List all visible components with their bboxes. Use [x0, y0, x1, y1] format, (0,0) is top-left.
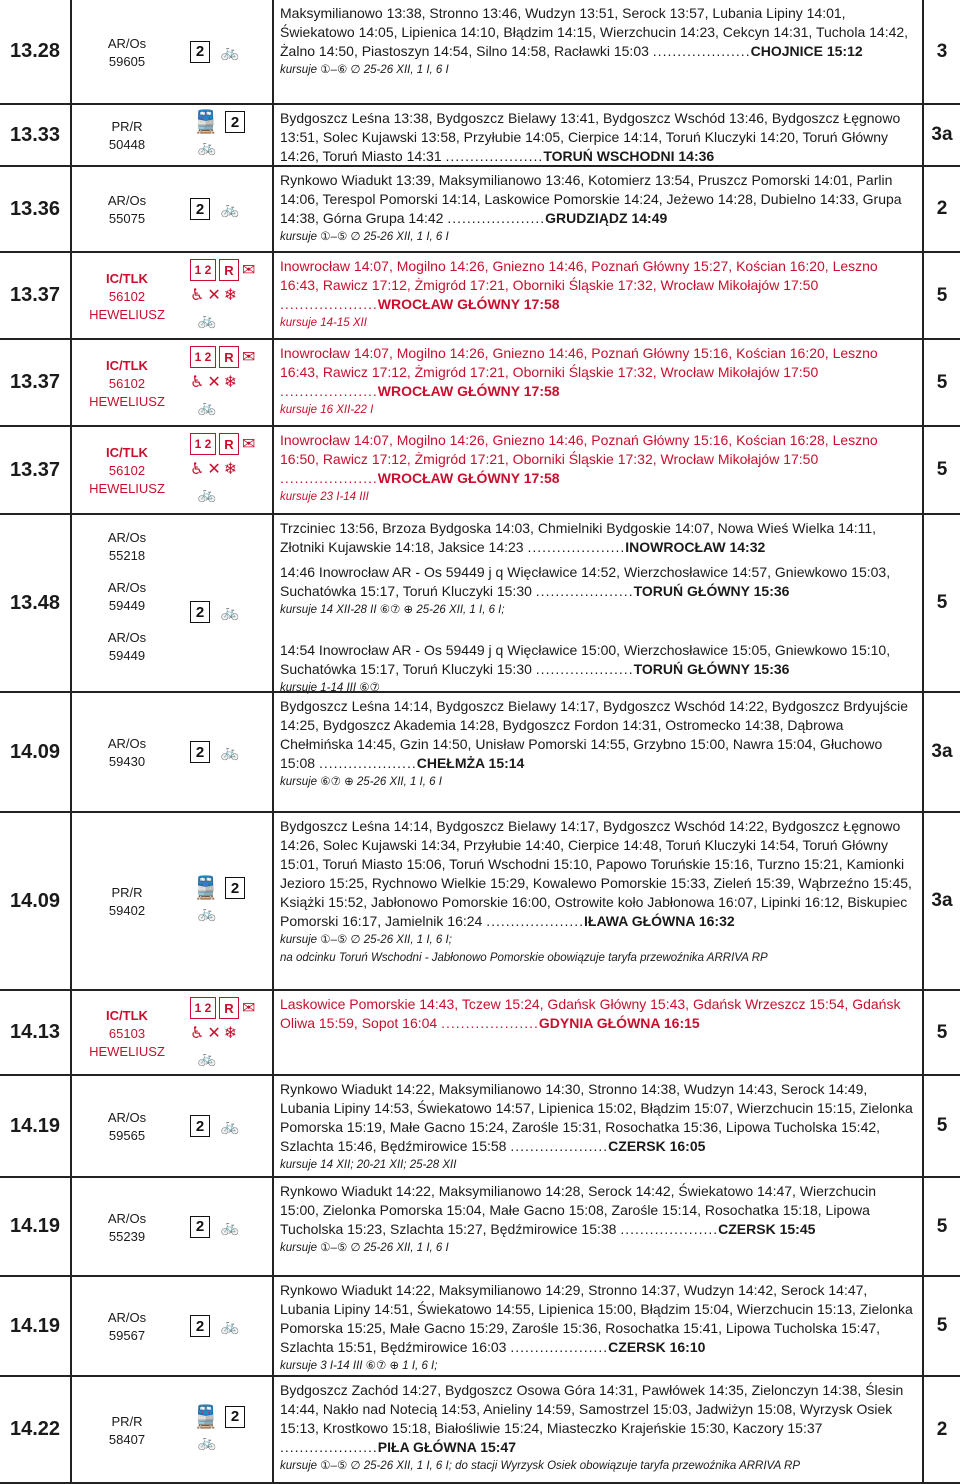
- service-icons: [190, 877, 270, 924]
- train-category: AR/Os: [107, 1110, 147, 1125]
- destination: TORUŃ GŁÓWNY 15:36: [633, 583, 790, 599]
- train-info: [72, 427, 182, 513]
- accessible-icon: ♿: [190, 374, 205, 391]
- bicycle-icon: 🚲: [197, 139, 217, 156]
- service-icons-column: [182, 813, 274, 989]
- train-name: HEWELIUSZ: [89, 306, 165, 322]
- train-info: [72, 340, 182, 425]
- platform-number: 5: [936, 371, 948, 393]
- departure-time: 13.36: [0, 167, 72, 251]
- train-info: [72, 1277, 182, 1375]
- train-category: IC/TLK: [106, 445, 148, 460]
- route-column: [274, 167, 924, 251]
- service-icons-column: [182, 515, 274, 691]
- departure-time: 14.09: [0, 693, 72, 811]
- first-second-class-icon: 1 2: [190, 433, 216, 455]
- route-stops: [280, 257, 914, 332]
- departure-time: 13.48: [0, 515, 72, 691]
- departure-row: [0, 1178, 960, 1277]
- train-name: HEWELIUSZ: [89, 1043, 165, 1059]
- air-conditioning-icon: ❄: [223, 1025, 238, 1042]
- second-class-icon: 2: [190, 1216, 210, 1238]
- train-info: [72, 253, 182, 338]
- intermediate-stops: Bydgoszcz Leśna 14:14, Bydgoszcz Bielawy 14:17, Bydgoszcz Wschód 14:22, Bydgoszcz Łęgnowo 14:26, Solec Kujawski 14:34, Przyłubie 14:40, Cierpice 14:48, Toruń Kluczyki 14:54, Toruń Główny 15:01, Toruń Miasto 15:06, Toruń Wschodni 15:10, Papowo Toruńskie 15:16, Turzno 15:21, Kamionki Jezioro 15:25, Rychnowo Wielkie 15:29, Kowalewo Pomorskie 15:33, Zieleń 15:39, Wąbrzeźno 15:45, Książki 15:52, Jabłonowo Pomorskie 16:00, Ostrowite koło Jabłonowa 16:07, Lipinki 16:12, Biskupiec Pomorski 16:17, Jamielnik 16:24: [280, 818, 912, 929]
- intermediate-stops: Inowrocław 14:07, Mogilno 14:26, Gniezno 14:46, Poznań Główny 15:27, Kościan 16:20, Leszno 16:43, Rawicz 17:12, Żmigród 17:21, Oborniki Śląskie 17:32, Wrocław Mikołajów 17:50: [280, 258, 878, 293]
- route-stops: [280, 344, 914, 419]
- dot-leader: ....................: [318, 755, 417, 771]
- service-icons: [190, 1216, 270, 1238]
- destination: WROCŁAW GŁÓWNY 17:58: [377, 383, 560, 399]
- first-second-class-icon: 1 2: [190, 259, 216, 281]
- train-number: 59565: [108, 1128, 146, 1143]
- train-number: 59567: [108, 1328, 146, 1343]
- dot-leader: ....................: [447, 210, 546, 226]
- destination: CZERSK 16:10: [608, 1339, 706, 1355]
- train-category: PR/R: [111, 885, 143, 900]
- reservation-icon: R: [219, 433, 239, 455]
- route-stops: [280, 171, 914, 246]
- departure-row: [0, 813, 960, 991]
- train-name: HEWELIUSZ: [89, 481, 165, 496]
- platform-number: 5: [936, 1021, 948, 1043]
- departure-time: 13.37: [0, 253, 72, 338]
- departure-time: 14.19: [0, 1076, 72, 1176]
- route-column: [274, 991, 924, 1074]
- route-column: [274, 1178, 924, 1275]
- train-designation: [72, 444, 182, 498]
- accessible-icon: ♿: [190, 1025, 205, 1042]
- train-info: [72, 813, 182, 989]
- train-info: [72, 515, 182, 691]
- train-info: [72, 991, 182, 1074]
- train-category: AR/Os: [107, 193, 147, 208]
- dot-leader: ....................: [280, 470, 378, 486]
- service-icons-column: [182, 693, 274, 811]
- train-number: 58407: [108, 1431, 146, 1447]
- second-class-icon: 2: [190, 601, 210, 623]
- service-icons-column: [182, 0, 274, 103]
- platform-number: 2: [936, 1418, 948, 1440]
- restaurant-icon: ✕: [207, 1025, 221, 1042]
- train-number: 65103: [108, 1025, 146, 1041]
- service-icons: [190, 111, 270, 158]
- tariff-note: na odcinku Toruń Wschodni - Jabłonowo Pomorskie obowiązuje taryfa przewoźnika ARRIVA RP: [280, 952, 768, 964]
- destination: WROCŁAW GŁÓWNY 17:58: [377, 470, 560, 486]
- dot-leader: ....................: [441, 1015, 539, 1031]
- departure-row: [0, 105, 960, 167]
- train-category: PR/R: [111, 1413, 143, 1429]
- destination: CHOJNICE 15:12: [750, 43, 863, 59]
- train-category: AR/Os: [107, 35, 147, 51]
- railbus-icon: 🚆: [192, 109, 220, 134]
- route-column: [274, 813, 924, 989]
- intermediate-stops: Inowrocław 14:07, Mogilno 14:26, Gniezno 14:46, Poznań Główny 15:16, Kościan 16:20, Leszno 16:43, Rawicz 17:12, Żmigród 17:21, Oborniki Śląskie 17:32, Wrocław Mikołajów 17:50: [280, 345, 878, 380]
- departure-time: 13.37: [0, 340, 72, 425]
- service-note: kursuje ⑥⑦ ⊕ 25-26 XII, 1 I, 6 I: [280, 776, 442, 788]
- route-stops: [280, 563, 914, 619]
- intermediate-stops: Maksymilianowo 13:38, Stronno 13:46, Wudzyn 13:51, Serock 13:57, Lubania Lipiny 14:01, Świekatowo 14:05, Lipienica 14:10, Błądzim 14:15, Wierzchucin 14:23, Cekcyn 14:31, Tuchola 14:42, Żalno 14:50, Piastoszyn 14:54, Silno 14:58, Racławki 15:03: [280, 5, 909, 59]
- dot-leader: ....................: [280, 383, 378, 399]
- train-designation: [72, 1210, 182, 1246]
- service-note: kursuje 14-15 XII: [280, 317, 367, 329]
- train-number: 50448: [108, 137, 146, 152]
- intermediate-stops: Trzciniec 13:56, Brzoza Bydgoska 14:03, Chmielniki Bydgoskie 14:07, Nowa Wieś Wielka 14:11, Złotniki Kujawskie 14:18, Jaksice 14:23: [280, 520, 877, 555]
- dot-leader: ....................: [620, 1221, 719, 1237]
- service-icons: [190, 601, 270, 623]
- route-column: [274, 693, 924, 811]
- train-info: [72, 693, 182, 811]
- departure-row: [0, 340, 960, 427]
- intermediate-stops: 14:46 Inowrocław AR - Os 59449 j q Więcławice 14:52, Wierzchosławice 14:57, Gniewkowo 15:03, Suchatówka 15:17, Toruń Kluczyki 15:30: [280, 564, 891, 599]
- train-designation: [72, 192, 182, 228]
- bicycle-icon: 🚲: [220, 604, 240, 621]
- intermediate-stops: Rynkowo Wiadukt 14:22, Maksymilianowo 14:30, Stronno 14:38, Wudzyn 14:43, Serock 14:49, Lubania Lipiny 14:53, Świekatowo 14:57, Lipienica 15:02, Błądzim 15:07, Wierzchucin 15:15, Zielonka Pomorska 15:19, Małe Gacno 15:24, Zarośle 15:31, Rosochatka 15:36, Lipowa Tucholska 15:42, Szlachta 15:46, Będźmirowice 15:58: [280, 1081, 913, 1154]
- train-category: IC/TLK: [106, 357, 148, 373]
- platform-number: 3a: [931, 890, 953, 911]
- destination: INOWROCŁAW 14:32: [625, 539, 766, 555]
- intermediate-stops: Rynkowo Wiadukt 13:39, Maksymilianowo 13:46, Kotomierz 13:54, Pruszcz Pomorski 14:01, Parlin 14:06, Terespol Pomorski 14:14, Laskowice Pomorskie 14:24, Jeżewo 14:28, Dubielno 14:33, Grupa 14:38, Górna Grupa 14:42: [280, 172, 902, 226]
- dot-leader: ....................: [280, 1439, 378, 1455]
- platform-number: 2: [936, 198, 948, 219]
- service-icons-column: [182, 253, 274, 338]
- service-icons: [190, 1315, 270, 1337]
- reservation-icon: R: [219, 997, 239, 1019]
- intermediate-stops: Bydgoszcz Zachód 14:27, Bydgoszcz Osowa Góra 14:31, Pawłówek 14:35, Zielonczyn 14:38, Ślesin 14:44, Nakło nad Notecią 14:53, Anieliny 14:59, Samostrzel 15:03, Jadwiżyn 15:08, Wyrzysk Osiek 15:13, Krostkowo 15:18, Białośliwie 15:24, Miasteczko Krajeńskie 15:30, Kaczory 15:37: [280, 1382, 904, 1436]
- train-category: PR/R: [111, 119, 143, 134]
- departure-time: 13.37: [0, 427, 72, 513]
- service-icons-column: [182, 1277, 274, 1375]
- platform-number: 5: [936, 284, 948, 306]
- train-designation: [72, 529, 182, 565]
- service-icons-column: [182, 167, 274, 251]
- railbus-icon: 🚆: [192, 1403, 220, 1429]
- mail-icon: ✉: [242, 349, 256, 366]
- service-note: kursuje 23 I-14 III: [280, 491, 369, 503]
- departure-row: [0, 1277, 960, 1377]
- second-class-icon: 2: [225, 111, 245, 133]
- departure-time: 14.19: [0, 1178, 72, 1275]
- route-stops: [280, 995, 914, 1033]
- dot-leader: ....................: [510, 1138, 609, 1154]
- reservation-icon: R: [219, 346, 239, 368]
- service-icons-column: [182, 427, 274, 513]
- destination: CHEŁMŻA 15:14: [416, 755, 525, 771]
- service-icons: [190, 741, 270, 763]
- dot-leader: ....................: [535, 661, 634, 677]
- destination: GRUDZIĄDZ 14:49: [545, 210, 668, 226]
- departure-time: 13.33: [0, 105, 72, 165]
- train-designation: [72, 1309, 182, 1345]
- air-conditioning-icon: ❄: [223, 461, 238, 478]
- service-icons: [190, 198, 270, 220]
- service-note: kursuje 1-14 III ⑥⑦: [280, 682, 380, 694]
- route-column: [274, 1377, 924, 1482]
- departure-time: 14.19: [0, 1277, 72, 1375]
- train-number: 59449: [108, 648, 146, 663]
- train-number: 59430: [108, 754, 146, 769]
- mail-icon: ✉: [242, 1000, 256, 1017]
- intermediate-stops: Bydgoszcz Leśna 14:14, Bydgoszcz Bielawy 14:17, Bydgoszcz Wschód 14:22, Bydgoszcz Brdyujście 14:25, Bydgoszcz Akademia 14:28, Bydgoszcz Fordon 14:31, Ostromecko 14:38, Dąbrowa Chełmińska 14:45, Gzin 14:50, Unisław Pomorski 14:55, Grzybno 15:00, Nawra 15:04, Głuchowo 15:08: [280, 698, 908, 771]
- train-category: IC/TLK: [106, 270, 148, 286]
- train-designation: [72, 1007, 182, 1061]
- second-class-icon: 2: [190, 1315, 210, 1337]
- destination: TORUŃ GŁÓWNY 15:36: [633, 661, 790, 677]
- intermediate-stops: Rynkowo Wiadukt 14:22, Maksymilianowo 14:29, Stronno 14:37, Wudzyn 14:42, Serock 14:47, Lubania Lipiny 14:51, Świekatowo 14:55, Lipienica 15:00, Błądzim 15:04, Wierzchucin 15:13, Zielonka Pomorska 15:25, Małe Gacno 15:29, Zarośle 15:36, Rosochatka 15:41, Lipowa Tucholska 15:47, Szlachta 15:51, Będźmirowice 16:03: [280, 1282, 913, 1355]
- train-name: HEWELIUSZ: [89, 393, 165, 409]
- bicycle-icon: 🚲: [220, 744, 240, 761]
- restaurant-icon: ✕: [207, 287, 221, 304]
- platform-number: 3a: [931, 124, 953, 145]
- train-info: [72, 0, 182, 103]
- dot-leader: ....................: [510, 1339, 609, 1355]
- route-column: [274, 0, 924, 103]
- departure-row: [0, 253, 960, 340]
- train-category: AR/Os: [107, 736, 147, 751]
- train-designation: [72, 1109, 182, 1145]
- route-column: [274, 1076, 924, 1176]
- route-stops: [280, 109, 914, 166]
- dot-leader: ....................: [535, 583, 634, 599]
- train-designation: [72, 1413, 182, 1449]
- train-info: [72, 1076, 182, 1176]
- train-designation: [72, 357, 182, 411]
- train-designation: [72, 579, 182, 615]
- route-stops: [280, 431, 914, 506]
- destination: CZERSK 15:45: [718, 1221, 816, 1237]
- service-icons: [190, 41, 270, 63]
- destination: TORUŃ WSCHODNI 14:36: [543, 148, 715, 164]
- service-icons-column: [182, 991, 274, 1074]
- departure-row: [0, 991, 960, 1076]
- train-category: AR/Os: [107, 1310, 147, 1325]
- train-number: 59605: [108, 53, 146, 69]
- accessible-icon: ♿: [190, 287, 205, 304]
- train-designation: [72, 270, 182, 324]
- dot-leader: ....................: [445, 148, 544, 164]
- accessible-icon: ♿: [190, 461, 205, 478]
- service-icons: [190, 433, 270, 505]
- train-number: 59402: [108, 903, 146, 918]
- route-stops: [280, 1080, 914, 1174]
- dot-leader: ....................: [652, 43, 751, 59]
- first-second-class-icon: 1 2: [190, 997, 216, 1019]
- bicycle-icon: 🚲: [197, 486, 217, 503]
- train-designation: [72, 118, 182, 154]
- train-category: IC/TLK: [106, 1007, 148, 1023]
- service-icons-column: [182, 1076, 274, 1176]
- intermediate-stops: Bydgoszcz Leśna 13:38, Bydgoszcz Bielawy 13:41, Bydgoszcz Wschód 13:46, Bydgoszcz Łęgnowo 13:51, Solec Kujawski 13:58, Przyłubie 14:05, Cierpice 14:14, Toruń Kluczyki 14:20, Toruń Główny 14:26, Toruń Miasto 14:31: [280, 110, 901, 164]
- intermediate-stops: Laskowice Pomorskie 14:43, Tczew 15:24, Gdańsk Główny 15:43, Gdańsk Wrzeszcz 15:54, Gdańsk Oliwa 15:59, Sopot 16:04: [280, 996, 901, 1031]
- train-number: 56102: [108, 375, 146, 391]
- service-icons: [190, 259, 270, 331]
- departure-row: [0, 515, 960, 693]
- bicycle-icon: 🚲: [220, 201, 240, 218]
- destination: CZERSK 16:05: [608, 1138, 706, 1154]
- train-number: 56102: [108, 288, 146, 304]
- service-icons-column: [182, 1178, 274, 1275]
- dot-leader: ....................: [486, 913, 585, 929]
- route-column: [274, 515, 924, 694]
- route-column: [274, 1277, 924, 1375]
- first-second-class-icon: 1 2: [190, 346, 216, 368]
- train-designation: [72, 735, 182, 771]
- service-note: kursuje 14 XII; 20-21 XII; 25-28 XII: [280, 1159, 457, 1171]
- service-icons-column: [182, 340, 274, 425]
- departure-row: [0, 0, 960, 105]
- platform-number: 5: [936, 1215, 948, 1237]
- second-class-icon: 2: [225, 877, 245, 899]
- destination: IŁAWA GŁÓWNA 16:32: [584, 913, 735, 929]
- air-conditioning-icon: ❄: [223, 287, 238, 304]
- platform-number: 3: [936, 40, 948, 62]
- restaurant-icon: ✕: [207, 461, 221, 478]
- train-number: 55218: [108, 548, 146, 563]
- railbus-icon: 🚆: [192, 875, 220, 900]
- platform-number: 5: [936, 1115, 948, 1136]
- service-note: kursuje 16 XII-22 I: [280, 404, 374, 416]
- second-class-icon: 2: [190, 198, 210, 220]
- route-stops: [280, 641, 914, 697]
- train-info: [72, 1377, 182, 1482]
- destination: PIŁA GŁÓWNA 15:47: [377, 1439, 516, 1455]
- train-category: AR/Os: [107, 580, 147, 595]
- bicycle-icon: 🚲: [220, 43, 240, 61]
- mail-icon: ✉: [242, 436, 256, 453]
- service-icons: [190, 1115, 270, 1137]
- route-stops: [280, 1182, 914, 1257]
- train-designation: [72, 629, 182, 665]
- intermediate-stops: Inowrocław 14:07, Mogilno 14:26, Gniezno 14:46, Poznań Główny 15:16, Kościan 16:28, Leszno 16:50, Rawicz 17:12, Żmigród 17:21, Oborniki Śląskie 17:32, Wrocław Mikołajów 17:50: [280, 432, 878, 467]
- departure-time: 14.13: [0, 991, 72, 1074]
- destination: GDYNIA GŁÓWNA 16:15: [538, 1015, 700, 1031]
- platform-number: 3a: [931, 741, 953, 762]
- dot-leader: ....................: [280, 296, 378, 312]
- service-icons: [190, 1403, 270, 1453]
- route-stops: [280, 817, 914, 967]
- second-class-icon: 2: [190, 1115, 210, 1137]
- departure-time: 14.09: [0, 813, 72, 989]
- train-number: 55239: [108, 1228, 146, 1244]
- service-icons: [190, 997, 270, 1069]
- restaurant-icon: ✕: [207, 374, 221, 391]
- train-number: 55075: [108, 211, 146, 226]
- service-note: kursuje ①–⑤ ∅ 25-26 XII, 1 I, 6 I; do stacji Wyrzysk Osiek obowiązuje taryfa przewoźnika ARRIVA RP: [280, 1460, 801, 1472]
- train-info: [72, 167, 182, 251]
- segment-divider: [274, 637, 922, 638]
- route-column: [274, 427, 924, 513]
- destination: WROCŁAW GŁÓWNY 17:58: [377, 296, 560, 312]
- mail-icon: ✉: [242, 262, 256, 279]
- intermediate-stops: Rynkowo Wiadukt 14:22, Maksymilianowo 14:28, Serock 14:42, Świekatowo 14:47, Wierzchucin 15:00, Zielonka Pomorska 15:04, Małe Gacno 15:08, Zarośle 15:14, Rosochatka 15:18, Lipowa Tucholska 15:23, Szlachta 15:27, Będźmirowice 15:38: [280, 1183, 877, 1237]
- departure-time: 14.22: [0, 1377, 72, 1482]
- bicycle-icon: 🚲: [197, 905, 217, 922]
- second-class-icon: 2: [190, 741, 210, 763]
- platform-number: 5: [936, 459, 948, 480]
- service-note: kursuje ①–⑥ ∅ 25-26 XII, 1 I, 6 I: [280, 64, 449, 76]
- train-number: 59449: [108, 598, 146, 613]
- bicycle-icon: 🚲: [197, 399, 217, 416]
- service-note: kursuje ①–⑤ ∅ 25-26 XII, 1 I, 6 I;: [280, 934, 452, 946]
- service-note: kursuje ①–⑤ ∅ 25-26 XII, 1 I, 6 I: [280, 1242, 449, 1254]
- train-category: AR/Os: [107, 1210, 147, 1226]
- route-column: [274, 340, 924, 425]
- route-column: [274, 253, 924, 338]
- dot-leader: ....................: [527, 539, 626, 555]
- bicycle-icon: 🚲: [197, 1050, 217, 1067]
- departure-row: [0, 167, 960, 253]
- train-designation: [72, 884, 182, 920]
- reservation-icon: R: [219, 259, 239, 281]
- bicycle-icon: 🚲: [220, 1118, 240, 1135]
- departure-row: [0, 427, 960, 515]
- departure-row: [0, 693, 960, 813]
- train-info: [72, 1178, 182, 1275]
- train-number: 56102: [108, 463, 146, 478]
- service-note: kursuje ①–⑤ ∅ 25-26 XII, 1 I, 6 I: [280, 231, 449, 243]
- service-icons: [190, 346, 270, 418]
- service-icons-column: [182, 1377, 274, 1482]
- second-class-icon: 2: [225, 1406, 245, 1428]
- route-stops: [280, 697, 914, 791]
- air-conditioning-icon: ❄: [223, 374, 238, 391]
- departure-row: [0, 1377, 960, 1484]
- train-category: AR/Os: [107, 530, 147, 545]
- departure-time: 13.28: [0, 0, 72, 103]
- route-column: [274, 105, 924, 165]
- route-stops: [280, 1381, 914, 1475]
- bicycle-icon: 🚲: [220, 1218, 240, 1236]
- service-note: kursuje 3 I-14 III ⑥⑦ ⊕ 1 I, 6 I;: [280, 1360, 438, 1372]
- route-stops: [280, 4, 914, 79]
- platform-number: 5: [936, 1315, 948, 1336]
- bicycle-icon: 🚲: [197, 1433, 217, 1451]
- bicycle-icon: 🚲: [220, 1318, 240, 1335]
- service-note: kursuje 14 XII-28 II ⑥⑦ ⊕ 25-26 XII, 1 I, 6 I;: [280, 604, 505, 616]
- departure-row: [0, 1076, 960, 1178]
- route-stops: [280, 519, 914, 557]
- train-designation: [72, 35, 182, 71]
- intermediate-stops: 14:54 Inowrocław AR - Os 59449 j q Więcławice 15:00, Wierzchosławice 15:05, Gniewkowo 15:10, Suchatówka 15:17, Toruń Kluczyki 15:30: [280, 642, 891, 677]
- platform-number: 5: [936, 592, 948, 613]
- train-info: [72, 105, 182, 165]
- bicycle-icon: 🚲: [197, 312, 217, 329]
- second-class-icon: 2: [190, 41, 210, 63]
- route-stops: [280, 1281, 914, 1375]
- service-icons-column: [182, 105, 274, 165]
- train-category: AR/Os: [107, 630, 147, 645]
